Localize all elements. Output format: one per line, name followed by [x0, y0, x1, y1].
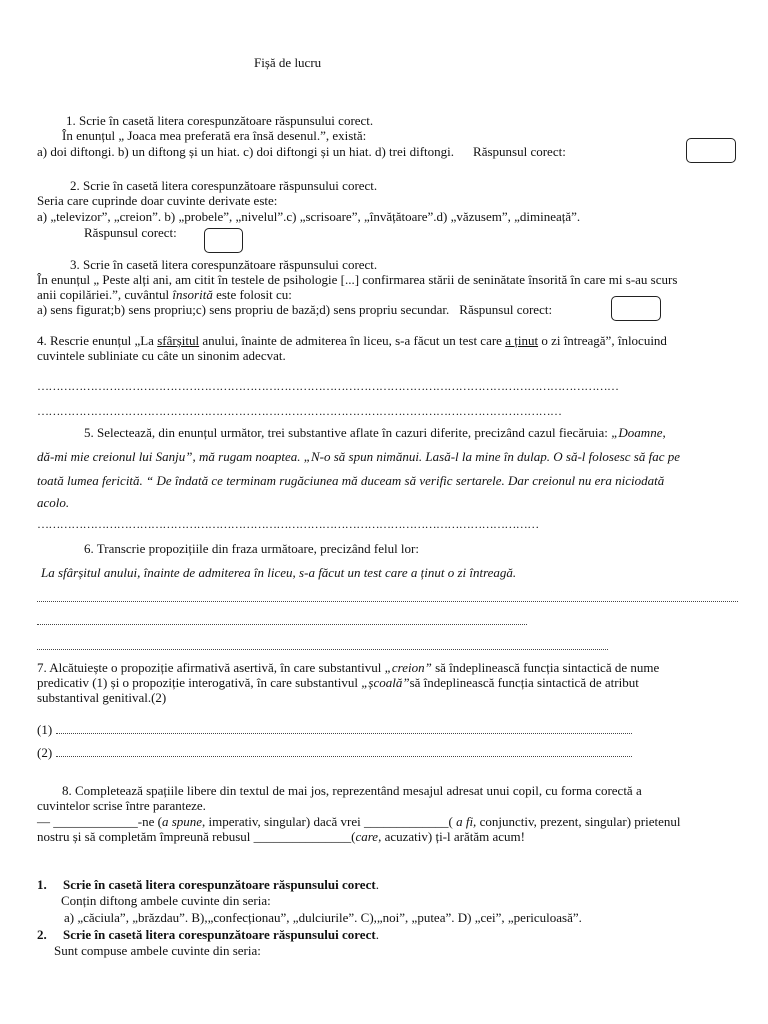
- q7-item-1-label: (1): [37, 722, 53, 737]
- q2-answer-box[interactable]: [204, 228, 243, 253]
- q2-options: a) „televizor”, „creion”. b) „probele”, „nivelul”.c) „scrisoare”, „învățătoare”.d) „văzusem”, „dimineață”.: [37, 209, 581, 224]
- q5-quote-start: „Doamne,: [611, 425, 666, 440]
- q5-line1: [84, 425, 666, 440]
- q7-line1-end: să îndeplinească funcția sintactică de nume: [431, 660, 660, 675]
- b1-number: 1.: [37, 877, 47, 892]
- q7-line1: [37, 660, 659, 675]
- q5-quote-line3: toată lumea fericită. “ De îndată ce terminam rugăciunea mă duceam să verific sertarele. Dar creionul nu era niciodată: [37, 473, 665, 488]
- q4-line1: [37, 333, 667, 348]
- b2-statement: Sunt compuse ambele cuvinte din seria:: [54, 943, 261, 958]
- q3-options: [37, 302, 552, 317]
- q4-line1-end: o zi întreagă”, înlocuind: [538, 333, 667, 348]
- q7-line1-start: 7. Alcătuiește o propoziție afirmativă asertivă, în care substantivul: [37, 660, 385, 675]
- q8-line4: [37, 829, 525, 844]
- q7-item-2-label: (2): [37, 745, 53, 760]
- q3-statement-line2-start: anii copilăriei.”, cuvântul: [37, 287, 173, 302]
- q8-line3: [37, 814, 681, 829]
- q3-statement-line2-end: este folosit cu:: [212, 287, 292, 302]
- b1-instruction-text: Scrie în casetă litera corespunzătoare răspunsului corect: [63, 877, 376, 892]
- q8-line3-end: conjunctiv, prezent, singular) prietenul: [476, 814, 681, 829]
- q7-word-scoala: „școală”: [361, 675, 410, 690]
- q5-instruction: 5. Selectează, din enunțul următor, trei substantive aflate în cazuri diferite, precizând cazul fiecăruia:: [84, 425, 612, 440]
- b2-instruction-text: Scrie în casetă litera corespunzătoare răspunsului corect: [63, 927, 376, 942]
- q8-line3-middle: , imperativ, singular) dacă vrei _____________(: [202, 814, 457, 829]
- q1-statement: În enunțul „ Joaca mea preferată era însă desenul.”, există:: [62, 128, 367, 143]
- q5-quote-line4: acolo.: [37, 495, 70, 510]
- q8-line1: 8. Completează spațiile libere din textul de mai jos, reprezentând mesajul adresat unui copil, cu forma corectă a: [62, 783, 642, 798]
- q8-verb-a-fi: a fi,: [456, 814, 477, 829]
- q6-sentence: La sfârșitul anului, înainte de admiterea în liceu, s-a făcut un test care a ținut o zi întreagă.: [41, 565, 517, 580]
- q7-line3: substantival genitival.(2): [37, 690, 167, 705]
- q8-verb-a-spune: a spune: [161, 814, 203, 829]
- q2-instruction: 2. Scrie în casetă litera corespunzătoare răspunsului corect.: [70, 178, 378, 193]
- q4-answer-line-1[interactable]: ………………………………………………………………………………………………………………………………………: [37, 379, 619, 393]
- b1-statement: Conțin diftong ambele cuvinte din seria:: [61, 893, 271, 908]
- q2-statement: Seria care cuprinde doar cuvinte derivate este:: [37, 193, 278, 208]
- b1-instruction-dot: .: [375, 877, 379, 892]
- q7-line2-start: predicativ (1) și o propoziție interogativă, în care substantivul: [37, 675, 362, 690]
- q8-line4-end: , acuzativ) ți-l arătăm acum!: [378, 829, 525, 844]
- q7-line2-end: să îndeplinească funcția sintactică de atribut: [409, 675, 639, 690]
- q1-answer-box[interactable]: [686, 138, 736, 163]
- q8-line2: cuvintelor scrise între paranteze.: [37, 798, 206, 813]
- b2-instruction: [63, 927, 379, 942]
- q3-statement-line1: În enunțul „ Peste alți ani, am citit în testele de psihologie [...] confirmarea stării de seninătate însorită în care mi s-au scurs: [37, 272, 678, 287]
- q6-instruction: 6. Transcrie propozițiile din fraza următoare, precizând felul lor:: [84, 541, 419, 556]
- q4-line1-middle: anului, înainte de admiterea în liceu, s-a făcut un test care: [199, 333, 506, 348]
- q3-instruction: 3. Scrie în casetă litera corespunzătoare răspunsului corect.: [70, 257, 378, 272]
- q3-options-text: a) sens figurat;b) sens propriu;c) sens propriu de bază;d) sens propriu secundar.: [37, 302, 450, 317]
- page-title: Fișă de lucru: [254, 55, 322, 70]
- q2-answer-label: Răspunsul corect:: [84, 225, 177, 240]
- b2-number: 2.: [37, 927, 47, 942]
- q4-underlined-word-1: sfârșitul: [157, 333, 200, 348]
- q4-answer-line-2[interactable]: …………………………………………………………………………………………………………………………: [37, 404, 562, 418]
- q8-word-care: care: [355, 829, 379, 844]
- q6-answer-line-1[interactable]: [37, 601, 738, 602]
- q4-line1-start: 4. Rescrie enunțul „La: [37, 333, 158, 348]
- q4-line2: cuvintele subliniate cu câte un sinonim adecvat.: [37, 348, 286, 363]
- q6-answer-line-2[interactable]: [37, 624, 527, 625]
- q8-line3-start: — _____________-ne (: [37, 814, 162, 829]
- q1-answer-label: Răspunsul corect:: [473, 144, 566, 159]
- q5-quote-line2: dă-mi mie creionul lui Sanju”, mă rugam noaptea. „N-o să spun nimănui. Lasă-l la mine în dulap. O să-l folosesc să fac pe: [37, 449, 680, 464]
- q5-answer-line[interactable]: ……………………………………………………………………………………………………………………: [37, 517, 539, 531]
- q8-line4-start: nostru și să completăm împreună rebusul _______________(: [37, 829, 356, 844]
- q1-options: [37, 144, 566, 159]
- q7-word-creion: „creion”: [384, 660, 432, 675]
- q7-line2: [37, 675, 639, 690]
- q7-answer-line-1[interactable]: [56, 733, 632, 734]
- q3-answer-box[interactable]: [611, 296, 661, 321]
- q3-answer-label: Răspunsul corect:: [459, 302, 553, 317]
- q7-answer-line-2[interactable]: [56, 756, 632, 757]
- q1-instruction: 1. Scrie în casetă litera corespunzătoare răspunsului corect.: [66, 113, 374, 128]
- q4-underlined-word-2: a ținut: [505, 333, 539, 348]
- b1-instruction: [63, 877, 379, 892]
- b2-instruction-dot: .: [375, 927, 379, 942]
- q3-statement-line2: [37, 287, 292, 302]
- q3-keyword: însorită: [172, 287, 213, 302]
- q6-answer-line-3[interactable]: [37, 649, 608, 650]
- b1-options: a) „căciula”, „brăzdau”. B),„confecționau”, „dulciurile”. C),„noi”, „putea”. D) „cei”, „periculoasă”.: [64, 910, 582, 925]
- q1-options-text: a) doi diftongi. b) un diftong și un hiat. c) doi diftongi și un hiat. d) trei diftongi.: [37, 144, 455, 159]
